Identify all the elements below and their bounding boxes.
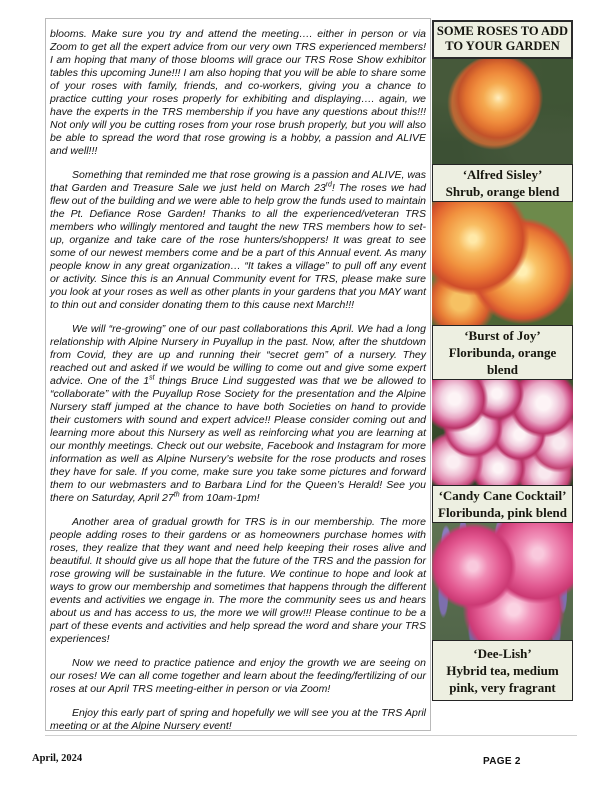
rose-name: ‘Burst of Joy’ [464,328,541,343]
sidebar-title: SOME ROSES TO ADD TO YOUR GARDEN [432,20,573,59]
rose-item [432,59,573,202]
rose-caption [432,325,573,380]
roses-sidebar [432,20,573,701]
article-paragraph: Now we need to practice patience and enjoy the growth we are seeing on our roses! We can all come together and learn about the feeding/fertilizing of our roses at our April TRS meeting-either in person or via Zoom! [50,657,426,695]
footer-divider [45,735,577,736]
rose-photo-alfred-sisley [432,59,573,164]
article-paragraph: blooms. Make sure you try and attend the meeting…. either in person or via Zoom to get all the expert advice from our very own TRS experienced members! I am hoping that many of those blooms will grace our TRS Rose Show exhibitor tables this upcoming June!!! I am also hoping that you will be able to share some of your roses with family, friends, and co-workers, giving you a chance to practice cutting your roses properly for exhibiting and displaying…. again, we have the experts in the TRS membership if you have any questions about this!!! Not only will you be cutting roses from your rose brush properly, but you will also be able to spread the word that rose growing is a hobby, a passion and ALIVE and well!!! [50,28,426,157]
article-paragraph: We will “re-growing” one of our past collaborations this April. We had a long relationship with Alpine Nursery in Puyallup in the past. Now, after the shutdown from Covid, they are up and running their “secret gem” of a nursery. They reached out and asked if we would be willing to come out and give some expert advice. One of the 1st things Bruce Lind suggested was that we be allowed to “collaborate” with the Puyallup Rose Society for the presentation and the Alpine Nursery staff jumped at the chance to have both Societies on hand to provide their customers with sound and expert advice!! Please consider coming out and learning more about this Nursery as well as reinforcing what you are learning at our monthly meetings. Check out our website, Facebook and Instagram for more information as well as Alpine Nursery’s website for the rose products and roses they have for sale. If you come, make sure you take some pictures and forward them to our webmasters and to Barbara Lind for the Queen’s Herald! See you there on Saturday, April 27th from 10am-1pm! [50,323,427,504]
article-paragraph: Another area of gradual growth for TRS is in our membership. The more people adding roses to their gardens or as homeowners purchase homes with roses, they realize that they want and need help keeping their roses alive and beautiful. It should give us all hope that the future of the TRS and the passion for rose growing will be sustainable in the future. We continue to hope and look at ways to grow our membership and sometimes that happens through the different events and activities we engage in. The more the community sees us and hears about us and has access to us, the more we will grow!!! Please continue to be a part of these events and activities and help spread the word and share your TRS experiences! [50,516,426,645]
rose-photo-candy-cane-cocktail [432,380,573,485]
page-number: PAGE 2 [483,756,521,767]
rose-caption [432,164,573,202]
rose-description: Floribunda, pink blend [438,505,567,520]
rose-caption [432,640,573,701]
article-text-frame [45,18,431,731]
article-text [50,28,426,731]
rose-caption [432,485,573,523]
article-paragraph: Enjoy this early part of spring and hopefully we will see you at the TRS April meeting or at the Alpine Nursery event! [50,707,426,731]
footer-date: April, 2024 [32,753,83,764]
rose-item [432,523,573,701]
rose-description: Shrub, orange blend [445,184,560,199]
rose-photo-dee-lish [432,523,573,640]
rose-name: ‘Alfred Sisley’ [462,167,543,182]
rose-list [432,59,573,701]
rose-name: ‘Dee-Lish’ [473,646,532,661]
article-paragraph: Something that reminded me that rose growing is a passion and ALIVE, was that Garden and Treasure Sale we just held on March 23rd! The roses we had flew out of the building and we were able to help grow the funds used to maintain the Pt. Defiance Rose Garden! Thanks to all the experienced/veteran TRS members who willingly mentored and taught the new TRS members how to set-up, organize and take care of the rose hunters/shoppers! It was great to see some of our newest members come and be a part of this Annual event. As many people know in any great organization… “It takes a village” to pull off any event or activity. Since this is an Annual Community event for TRS, please make sure you look at your roses as well as other plants in your gardens that you MAY want to thin out and consider donating them to this cause next March!!! [50,169,426,311]
rose-description: Hybrid tea, medium pink, very fragrant [446,663,559,695]
rose-name: ‘Candy Cane Cocktail’ [438,488,567,503]
rose-photo-burst-of-joy [432,202,573,325]
rose-item [432,380,573,523]
rose-description: Floribunda, orange blend [448,345,557,377]
rose-item [432,202,573,380]
